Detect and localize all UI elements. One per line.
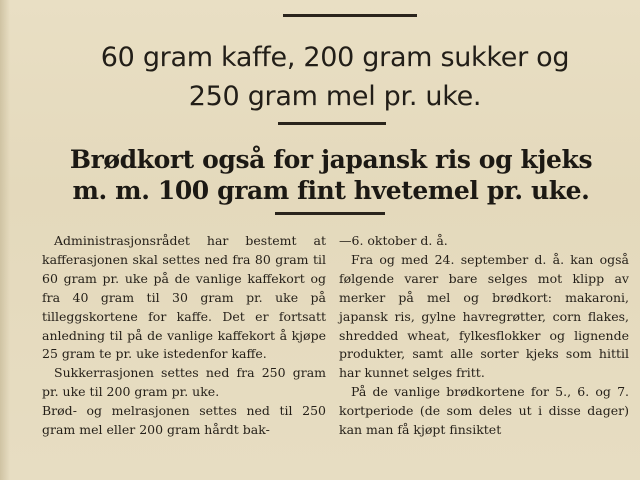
subheadline-line-2: 250 gram mel pr. uke. [188, 81, 482, 112]
bold-headline [22, 144, 640, 206]
article-paragraph: Fra og med 24. september d. å. kan også følgende varer bare selges mot klipp av merker på mel og brødkort: makaroni, japansk ris, gylne havregrøtter, corn flakes, shredded wheat, fylkesflokker og lignende produkter, samt alle sorter kjeks som hittil har kunnet selges fritt. [339, 251, 629, 381]
bold-headline-line-2: m. m. 100 gram fint hvetemel pr. uke. [72, 176, 590, 205]
article-column-right [339, 232, 629, 440]
article-paragraph: Sukkerrasjonen settes ned fra 250 gram pr. uke til 200 gram pr. uke. [42, 365, 326, 400]
article-paragraph: På de vanlige brødkortene for 5., 6. og 7. kortperiode (de som deles ut i disse dager) kan man få kjøpt finsiktet [339, 384, 629, 438]
article-paragraph: Brød- og melrasjonen settes ned til 250 gram mel eller 200 gram hårdt bak- [42, 403, 326, 438]
page-edge-shadow [0, 0, 10, 480]
bold-headline-line-1: Brødkort også for japansk ris og kjeks [69, 145, 593, 174]
article-paragraph: —6. oktober d. å. [339, 233, 448, 248]
article-column-left [42, 232, 326, 440]
subheadline-line-1: 60 gram kaffe, 200 gram sukker og [100, 42, 570, 73]
article-paragraph: Administrasjonsrådet har bestemt at kafferasjonen skal settes ned fra 80 gram til 60 gram pr. uke på de vanlige kaffekort og fra 40 gram til 30 gram pr. uke på tilleggskortene for kaffe. Det er fortsatt anledning til på de vanlige kaffekort å kjøpe 25 gram te pr. uke istedenfor kaffe. [42, 233, 326, 362]
divider-rule-bottom [275, 212, 385, 215]
divider-rule-top [283, 14, 417, 17]
divider-rule-middle [278, 122, 386, 125]
subheadline [30, 38, 640, 116]
